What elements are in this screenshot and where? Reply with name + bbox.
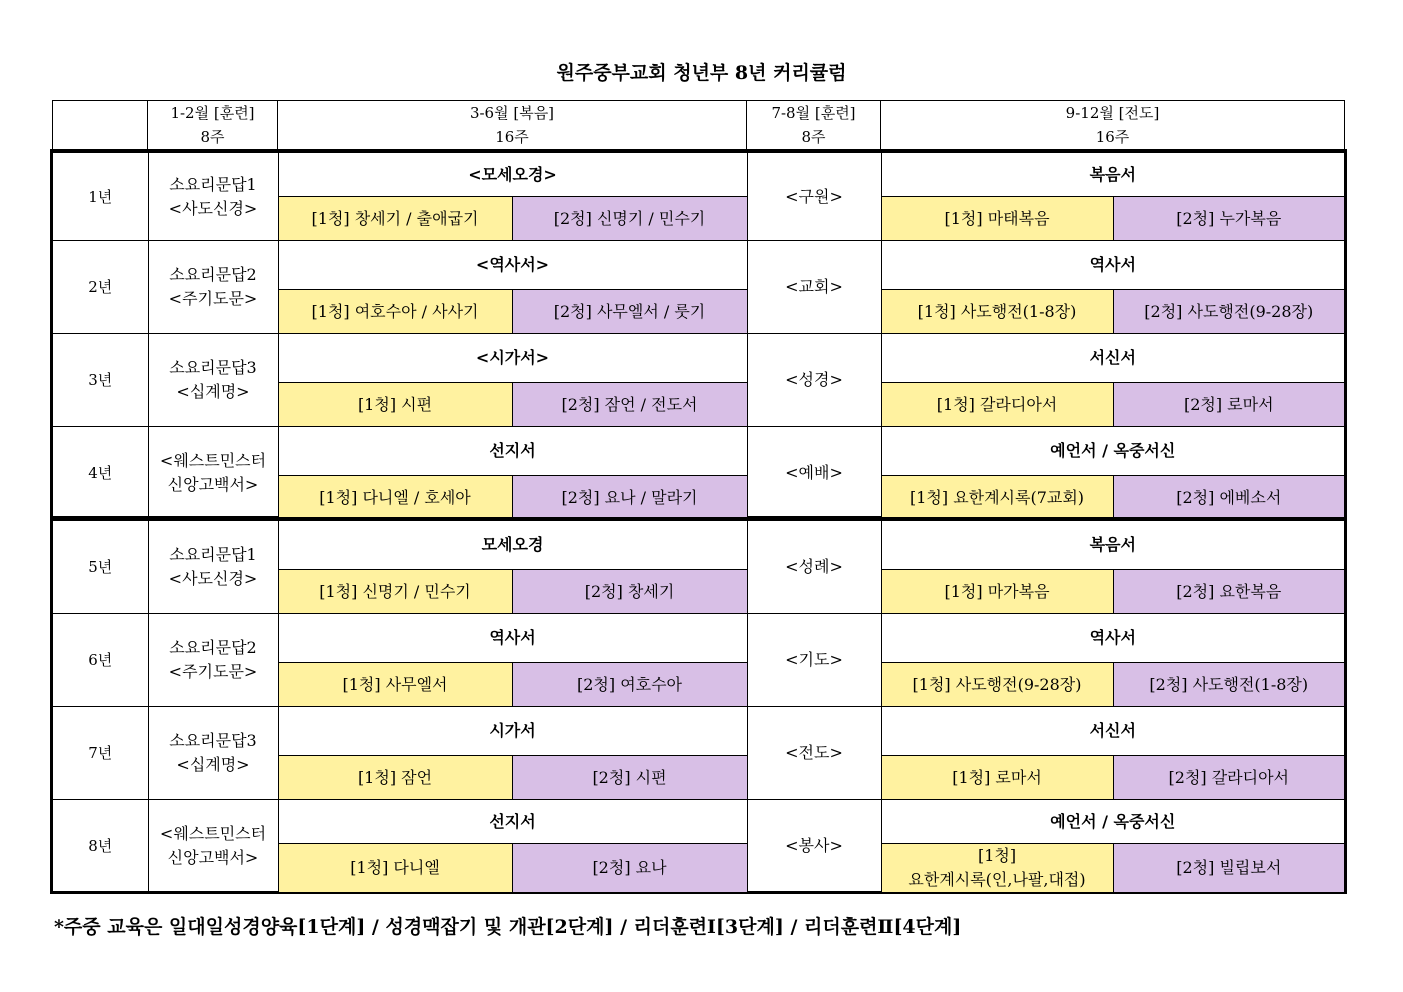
catechism-line-2: <주기도문> <box>168 289 258 308</box>
gospel-group-title: 역사서 <box>278 614 747 663</box>
group-2-course: [2청] 누가복음 <box>1113 197 1344 241</box>
evangelism-group-title: 예언서 / 옥중서신 <box>881 427 1344 476</box>
catechism-cell <box>148 241 278 334</box>
group-2-course: [2청] 로마서 <box>1113 383 1344 427</box>
evangelism-group-title: 복음서 <box>881 521 1344 570</box>
training-topic: <봉사> <box>747 800 881 893</box>
year-label: 7년 <box>53 707 148 800</box>
catechism-cell <box>148 153 278 241</box>
catechism-cell <box>148 334 278 427</box>
group-1-course: [1청] 마가복음 <box>881 570 1113 614</box>
gospel-group-title: <역사서> <box>278 241 747 290</box>
group-2-course: [2청] 요한복음 <box>1113 570 1344 614</box>
group-2-course: [2청] 사도행전(9-28장) <box>1113 290 1344 334</box>
evangelism-group-title: 역사서 <box>881 241 1344 290</box>
group-2-course: [2청] 빌립보서 <box>1113 844 1344 893</box>
year-row <box>53 707 1344 756</box>
group-2-course: [2청] 여호수아 <box>512 663 747 707</box>
period-header <box>52 100 1345 150</box>
training-topic: <기도> <box>747 614 881 707</box>
evangelism-group-title: 서신서 <box>881 707 1344 756</box>
curriculum-block-years-5-8 <box>50 517 1347 894</box>
catechism-cell <box>148 707 278 800</box>
page-title: 원주중부교회 청년부 8년 커리큘럼 <box>556 62 847 84</box>
group-2-course: [2청] 요나 <box>512 844 747 893</box>
catechism-line-1: 소요리문답2 <box>169 265 257 284</box>
training-topic: <전도> <box>747 707 881 800</box>
catechism-cell <box>148 521 278 614</box>
header-period-3: 7-8월 [훈련] 8주 <box>747 101 881 150</box>
year-row <box>53 800 1344 844</box>
year-label: 6년 <box>53 614 148 707</box>
group-1-course: [1청] 창세기 / 출애굽기 <box>278 197 512 241</box>
group-2-course: [2청] 사도행전(1-8장) <box>1113 663 1344 707</box>
training-topic: <교회> <box>747 241 881 334</box>
group-1-course: [1청] 사도행전(1-8장) <box>881 290 1113 334</box>
gospel-group-title: 모세오경 <box>278 521 747 570</box>
year-row <box>53 153 1344 197</box>
curriculum-table-1 <box>53 152 1344 520</box>
group-1-course: [1청] 시편 <box>278 383 512 427</box>
group-1-course: [1청] 갈라디아서 <box>881 383 1113 427</box>
year-label: 3년 <box>53 334 148 427</box>
group-1-course: [1청] 사무엘서 <box>278 663 512 707</box>
year-row <box>53 241 1344 290</box>
catechism-cell <box>148 614 278 707</box>
header-period-1: 1-2월 [훈련] 8주 <box>148 101 278 150</box>
group-2-course: [2청] 사무엘서 / 룻기 <box>512 290 747 334</box>
catechism-line-2: <사도신경> <box>168 198 258 218</box>
curriculum-block-years-1-4 <box>50 149 1347 519</box>
catechism-line-1: 소요리문답1 <box>169 545 257 564</box>
group-2-course: [2청] 창세기 <box>512 570 747 614</box>
year-row <box>53 427 1344 476</box>
group-1-course <box>881 844 1113 893</box>
catechism-line-2: 신앙고백서> <box>167 475 259 495</box>
year-label: 8년 <box>53 800 148 893</box>
catechism-line-1: 소요리문답3 <box>169 358 257 377</box>
gospel-group-title: <시가서> <box>278 334 747 383</box>
year-label: 4년 <box>53 427 148 520</box>
header-period-2: 3-6월 [복음] 16주 <box>278 101 747 150</box>
evangelism-group-title: 예언서 / 옥중서신 <box>881 800 1344 844</box>
year-row <box>53 334 1344 383</box>
group-1-course: [1청] 요한계시록(7교회) <box>881 476 1113 520</box>
catechism-line-1: <웨스트민스터 <box>159 824 267 843</box>
year-label: 2년 <box>53 241 148 334</box>
group-1-course: [1청] 사도행전(9-28장) <box>881 663 1113 707</box>
group-2-course: [2청] 신명기 / 민수기 <box>512 197 747 241</box>
training-topic: <성례> <box>747 521 881 614</box>
evangelism-group-title: 서신서 <box>881 334 1344 383</box>
catechism-line-2: 신앙고백서> <box>167 848 259 867</box>
catechism-line-2: <주기도문> <box>168 662 258 681</box>
training-topic: <예배> <box>747 427 881 520</box>
catechism-line-2: <사도신경> <box>168 569 258 588</box>
group-1-course: [1청] 다니엘 <box>278 844 512 893</box>
group-2-course: [2청] 갈라디아서 <box>1113 756 1344 800</box>
header-period-4: 9-12월 [전도] 16주 <box>881 101 1345 150</box>
catechism-line-2: <십계명> <box>176 755 250 774</box>
course-line-2: 요한계시록(인,나팔,대접) <box>908 870 1086 889</box>
group-2-course: [2청] 에베소서 <box>1113 476 1344 520</box>
curriculum-table-2 <box>53 520 1344 892</box>
gospel-group-title: 선지서 <box>278 427 747 476</box>
catechism-line-1: 소요리문답2 <box>169 638 257 657</box>
footnote: *주중 교육은 일대일성경양육[1단계] / 성경맥잡기 및 개관[2단계] / 리더훈련Ⅰ[3단계] / 리더훈련Ⅱ[4단계] <box>54 916 962 938</box>
course-line-1: [1청] <box>977 846 1017 865</box>
catechism-line-2: <십계명> <box>176 382 250 401</box>
catechism-line-1: 소요리문답3 <box>169 731 257 750</box>
catechism-line-1: 소요리문답1 <box>169 174 257 194</box>
gospel-group-title: <모세오경> <box>278 153 747 197</box>
year-label: 1년 <box>53 153 148 241</box>
group-1-course: [1청] 로마서 <box>881 756 1113 800</box>
header-empty-cell <box>53 101 148 150</box>
group-1-course: [1청] 잠언 <box>278 756 512 800</box>
training-topic: <성경> <box>747 334 881 427</box>
catechism-cell <box>148 427 278 520</box>
group-1-course: [1청] 신명기 / 민수기 <box>278 570 512 614</box>
group-1-course: [1청] 마태복음 <box>881 197 1113 241</box>
catechism-cell <box>148 800 278 893</box>
evangelism-group-title: 복음서 <box>881 153 1344 197</box>
training-topic: <구원> <box>747 153 881 241</box>
group-2-course: [2청] 요나 / 말라기 <box>512 476 747 520</box>
group-2-course: [2청] 잠언 / 전도서 <box>512 383 747 427</box>
year-row <box>53 521 1344 570</box>
gospel-group-title: 선지서 <box>278 800 747 844</box>
group-1-course: [1청] 다니엘 / 호세아 <box>278 476 512 520</box>
year-label: 5년 <box>53 521 148 614</box>
group-2-course: [2청] 시편 <box>512 756 747 800</box>
year-row <box>53 614 1344 663</box>
group-1-course: [1청] 여호수아 / 사사기 <box>278 290 512 334</box>
catechism-line-1: <웨스트민스터 <box>159 451 267 471</box>
gospel-group-title: 시가서 <box>278 707 747 756</box>
evangelism-group-title: 역사서 <box>881 614 1344 663</box>
